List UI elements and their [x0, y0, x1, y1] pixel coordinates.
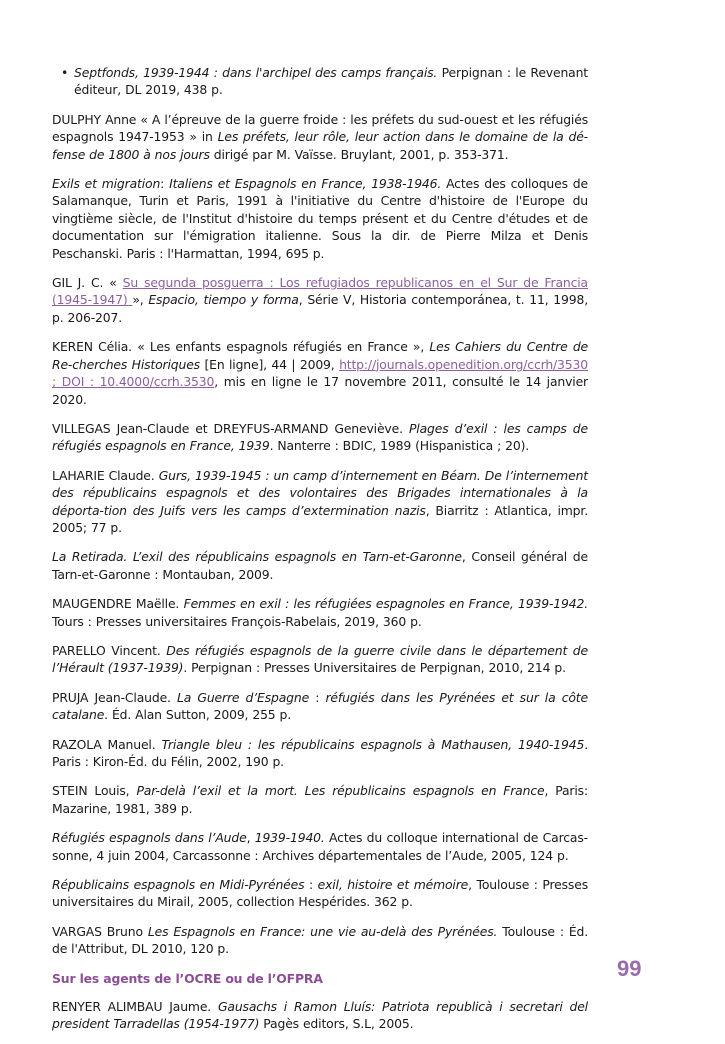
- bibliography-entry: [52, 274, 588, 326]
- bibliography-entry: [52, 642, 588, 677]
- citation-text: RAZOLA Manuel.: [52, 736, 162, 752]
- citation-text: ,: [246, 830, 255, 846]
- citation-text: STEIN Louis,: [52, 783, 137, 799]
- citation-text: KEREN Célia. « Les enfants espagnols réfugiés en France »,: [52, 339, 430, 355]
- citation-text: [En ligne], 44 | 2009,: [200, 356, 340, 372]
- bibliography-entry: [52, 876, 588, 911]
- title-text: Les Cahiers du Centre de Re-cherches Historiques: [52, 339, 589, 372]
- citation-text: :: [309, 689, 326, 705]
- title-text: La Guerre d’Espagne: [177, 689, 310, 705]
- citation-text: MAUGENDRE Maëlle.: [52, 596, 184, 612]
- citation-text: :: [304, 877, 318, 893]
- citation-text: PRUJA Jean-Claude.: [52, 689, 178, 705]
- bullet-icon: •: [61, 65, 69, 80]
- page-number: 99: [617, 956, 642, 981]
- title-text: Plages d’exil : les camps de réfugiés espagnols en France, 1939: [52, 420, 588, 454]
- title-text: Septfonds, 1939-1944 : dans l'archipel des camps français.: [74, 65, 438, 80]
- title-text: Exils et migration: [52, 176, 161, 192]
- citation-text: DULPHY Anne « A l’épreuve de la guerre froide : les préfets du sud-ouest et les réfugiés espagnols 1947-1953 » in: [52, 111, 588, 145]
- citation-text: , mis en ligne le 17 novembre 2011, consulté le 14 janvier 2020.: [52, 374, 589, 407]
- citation-text: Pagès editors, S.L, 2005.: [259, 1016, 414, 1032]
- title-text: réfugiés dans les Pyrénées et sur la côte catalane: [52, 689, 588, 723]
- title-text: Gausachs i Ramon Lluís: Patriota republicà i secretari del president Tarradellas (1954-1977): [52, 998, 588, 1032]
- citation-text: LAHARIE Claude.: [52, 467, 159, 483]
- citation-text: dirigé par M. Vaïsse. Bruylant, 2001, p. 353-371.: [209, 146, 509, 162]
- title-text: Italiens et Espagnols en France, 1938-1946.: [169, 176, 442, 192]
- reference-link[interactable]: Su segunda posguerra : Los refugiados republicanos en el Sur de Francia (1945-1947): [52, 275, 588, 308]
- bibliography-entry: [52, 689, 588, 724]
- citation-text: , Série V, Historia contemporánea, t. 11, 1998, p. 206-207.: [52, 292, 588, 325]
- bibliography-page: [52, 64, 588, 1044]
- citation-text: VARGAS Bruno: [52, 923, 148, 939]
- citation-text: . Paris : Kiron-Éd. du Félin, 2002, 190 p.: [52, 736, 588, 769]
- reference-link[interactable]: http://journals.openedition.org/ccrh/3530 ; DOI : 10.4000/ccrh.3530: [52, 356, 588, 390]
- bibliography-entry: [52, 548, 588, 583]
- bibliography-entry: [52, 923, 588, 958]
- title-text: Réfugiés espagnols dans l’Aude: [52, 830, 247, 846]
- citation-text: PARELLO Vincent.: [52, 642, 167, 658]
- title-text: Espacio, tiempo y forma: [148, 292, 299, 308]
- citation-text: GIL J. C. «: [52, 275, 123, 291]
- bibliography-entry: [52, 338, 588, 408]
- title-text: Les Espagnols en France: une vie au-delà des Pyrénées.: [147, 923, 498, 939]
- title-text: Par-delà l’exil et la mort. Les républicains espagnols en France: [136, 783, 545, 799]
- citation-text: Tours : Presses universitaires François-Rabelais, 2019, 360 p.: [52, 613, 422, 629]
- citation-text: , Paris: Mazarine, 1981, 389 p.: [52, 783, 588, 816]
- citation-text: , Toulouse : Presses universitaires du Mirail, 2005, collection Hespérides. 362 p.: [52, 877, 588, 910]
- citation-text: . Nanterre : BDIC, 1989 (Hispanistica ; 20).: [269, 438, 530, 454]
- title-text: Femmes en exil : les réfugiées espagnoles en France, 1939-1942.: [183, 596, 588, 612]
- title-text: Républicains espagnols en Midi-Pyrénées: [52, 877, 305, 893]
- citation-text: , Biarritz : Atlantica, impr. 2005; 77 p.: [52, 502, 588, 535]
- bibliography-entry: [52, 175, 588, 262]
- title-text: exil, histoire et mémoire: [317, 877, 469, 893]
- citation-text: RENYER ALIMBAU Jaume.: [52, 998, 218, 1014]
- title-text: Des réfugiés espagnols de la guerre civile dans le département de l’Hérault (1937-1939): [52, 642, 588, 676]
- bibliography-entry: [52, 111, 588, 163]
- bibliography-entry: [52, 595, 588, 630]
- citation-text: , Conseil général de Tarn-et-Garonne : Montauban, 2009.: [52, 549, 588, 582]
- citation-text: »,: [132, 292, 149, 308]
- citation-text: Perpignan : le Revenant éditeur, DL 2019, 438 p.: [74, 65, 589, 98]
- citation-text: . Éd. Alan Sutton, 2009, 255 p.: [104, 707, 292, 723]
- citation-text: VILLEGAS Jean-Claude et DREYFUS-ARMAND Geneviève.: [52, 420, 409, 436]
- bibliography-entry: [52, 782, 588, 817]
- bibliography-bullet-entry: [52, 64, 588, 99]
- bibliography-entry: [52, 998, 588, 1033]
- citation-text: Actes du colloque international de Carcas-sonne, 4 juin 2004, Carcassonne : Archives départementales de l’Aude, 2005, 124 p.: [52, 830, 588, 863]
- citation-text: Toulouse : Éd. de l'Attribut, DL 2010, 120 p.: [52, 923, 589, 957]
- citation-text: . Perpignan : Presses Universitaires de Perpignan, 2010, 214 p.: [183, 660, 566, 676]
- title-text: La Retirada. L’exil des républicains espagnols en Tarn-et-Garonne: [52, 549, 462, 565]
- title-text: Gurs, 1939-1945 : un camp d’internement en Béarn. De l’internement des républicains espagnols et des volontaires des Brigades internationales à la déporta-tion des Juifs vers les camps d’extermination nazis: [52, 467, 588, 518]
- title-text: Triangle bleu : les républicains espagnols à Mathausen, 1940-1945: [161, 736, 585, 752]
- bibliography-entry: [52, 829, 588, 864]
- citation-text: Actes des colloques de Salamanque, Turin et Paris, 1991 à l'initiative du Centre d'histoire de l'Europe du vingtième siècle, de l'Institut d'histoire du temps présent et du Centre d'études et de documentation sur l'émigration italienne. Sous la dir. de Pierre Milza et Denis Peschanski. Paris : l'Harmattan, 1994, 695 p.: [52, 176, 588, 261]
- section-heading: Sur les agents de l’OCRE ou de l’OFPRA: [52, 970, 323, 986]
- title-text: 1939-1940.: [254, 830, 325, 846]
- bibliography-entry: [52, 467, 588, 537]
- title-text: Les préfets, leur rôle, leur action dans le domaine de la dé-fense de 1800 à nos jours: [52, 129, 589, 162]
- citation-text: :: [160, 176, 170, 192]
- bibliography-entry: [52, 736, 588, 771]
- bibliography-entry: [52, 420, 588, 455]
